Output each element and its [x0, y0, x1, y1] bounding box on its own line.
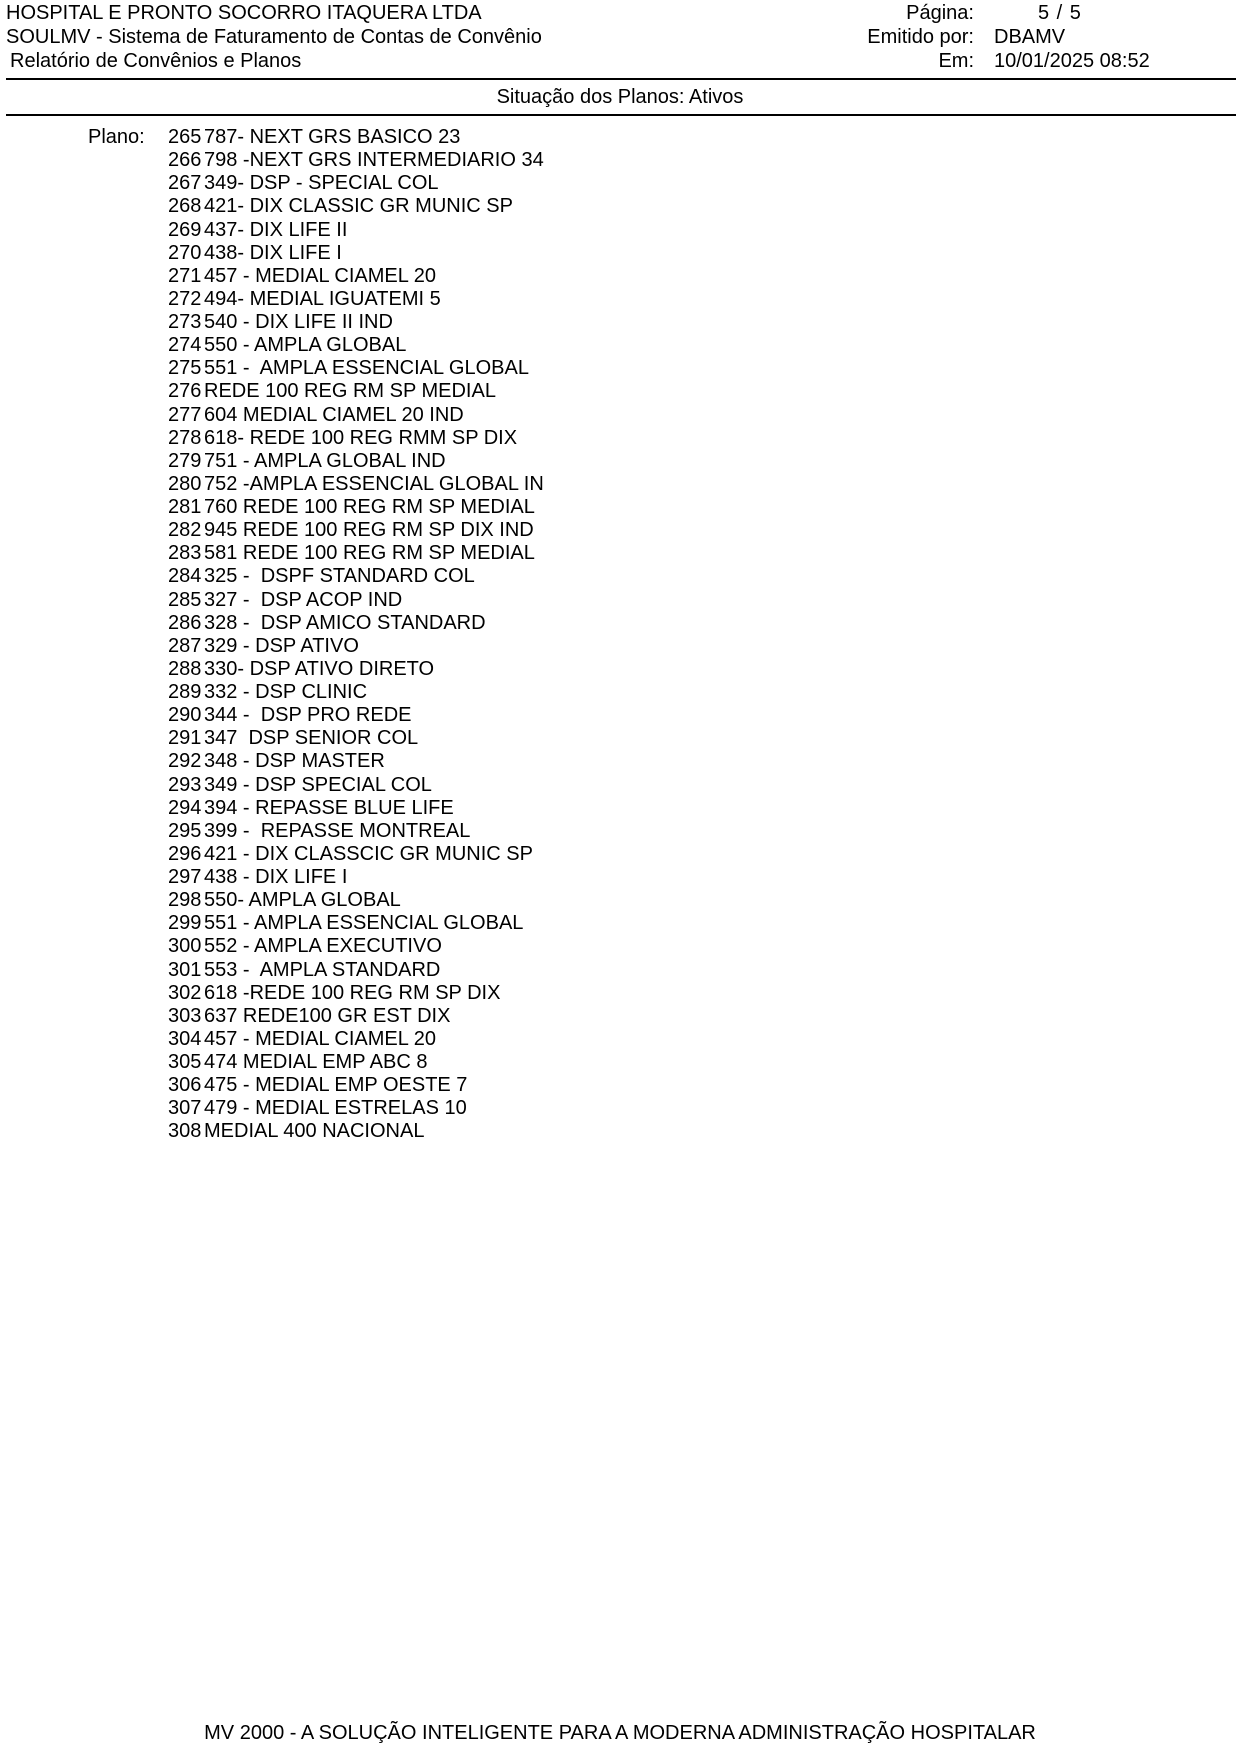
- report-title: Relatório de Convênios e Planos: [10, 50, 302, 72]
- plan-number: 279: [168, 449, 202, 472]
- plan-name: 494- MEDIAL IGUATEMI 5: [204, 287, 441, 310]
- plan-number: 285: [168, 588, 202, 611]
- plan-name: 752 -AMPLA ESSENCIAL GLOBAL IN: [204, 472, 544, 495]
- plan-item: [168, 172, 544, 195]
- plan-number: 295: [168, 819, 202, 842]
- plan-number: 272: [168, 287, 202, 310]
- plan-number: 301: [168, 958, 202, 981]
- plan-number: 293: [168, 773, 202, 796]
- plan-item: [168, 380, 544, 403]
- plan-name: 552 - AMPLA EXECUTIVO: [204, 935, 442, 958]
- plan-name: 332 - DSP CLINIC: [204, 681, 368, 703]
- plan-name: 399 - REPASSE MONTREAL: [204, 819, 471, 842]
- plan-item: [168, 496, 544, 519]
- plan-name: 474 MEDIAL EMP ABC 8: [204, 1051, 428, 1073]
- date-value: 10/01/2025 08:52: [994, 50, 1150, 72]
- plan-number: 291: [168, 727, 202, 750]
- plan-number: 265: [168, 126, 202, 148]
- plan-name: 325 - DSPF STANDARD COL: [204, 565, 475, 588]
- plan-number: 273: [168, 311, 202, 333]
- page-row: [850, 2, 1160, 26]
- plan-name: 327 - DSP ACOP IND: [204, 588, 403, 611]
- plan-list: [168, 126, 544, 1144]
- plan-item: [168, 774, 544, 797]
- plan-item: [168, 195, 544, 218]
- plan-number: 286: [168, 611, 202, 634]
- report-header-right: [850, 2, 1160, 74]
- plan-number: 289: [168, 681, 202, 703]
- plan-name: 581 REDE 100 REG RM SP MEDIAL: [204, 542, 535, 565]
- plan-number: 304: [168, 1027, 202, 1050]
- plan-name: 457 - MEDIAL CIAMEL 20: [204, 1027, 436, 1050]
- plan-number: 267: [168, 172, 202, 195]
- plan-item: [168, 565, 544, 588]
- plan-item: [168, 265, 544, 288]
- plan-name: 618 -REDE 100 REG RM SP DIX: [204, 981, 501, 1004]
- plan-number: 299: [168, 912, 202, 935]
- header-divider-top: [6, 78, 1236, 80]
- plan-item: [168, 519, 544, 542]
- plan-number: 274: [168, 334, 202, 357]
- plan-number: 300: [168, 935, 202, 958]
- plan-number: 281: [168, 496, 202, 518]
- plano-label: Plano:: [88, 126, 145, 148]
- plan-item: [168, 311, 544, 334]
- plan-item: [168, 935, 544, 958]
- plan-item: [168, 542, 544, 565]
- plan-item: [168, 843, 544, 866]
- plan-name: 760 REDE 100 REG RM SP MEDIAL: [204, 496, 535, 518]
- issued-by-label: Emitido por:: [867, 26, 974, 48]
- plan-item: [168, 242, 544, 265]
- plan-item: [168, 450, 544, 473]
- plan-name: MEDIAL 400 NACIONAL: [204, 1120, 425, 1143]
- plan-item: [168, 635, 544, 658]
- plan-name: 328 - DSP AMICO STANDARD: [204, 611, 486, 634]
- plan-name: 347 DSP SENIOR COL: [204, 727, 419, 750]
- date-row: [850, 50, 1160, 74]
- plan-name: 330- DSP ATIVO DIRETO: [204, 657, 435, 680]
- plan-name: 751 - AMPLA GLOBAL IND: [204, 449, 446, 472]
- plan-name: 553 - AMPLA STANDARD: [204, 958, 441, 981]
- plan-name: 540 - DIX LIFE II IND: [204, 311, 393, 333]
- plan-name: 604 MEDIAL CIAMEL 20 IND: [204, 403, 464, 426]
- plan-name: 437- DIX LIFE II: [204, 218, 348, 241]
- plan-item: [168, 334, 544, 357]
- plan-name: 329 - DSP ATIVO: [204, 634, 359, 657]
- plan-number: 308: [168, 1120, 202, 1143]
- plan-number: 290: [168, 704, 202, 727]
- plan-name: 438 - DIX LIFE I: [204, 866, 348, 888]
- plan-number: 280: [168, 472, 202, 495]
- date-label: Em:: [938, 50, 974, 72]
- plan-number: 294: [168, 796, 202, 819]
- plan-number: 277: [168, 403, 202, 426]
- plan-name: 479 - MEDIAL ESTRELAS 10: [204, 1097, 467, 1120]
- plan-item: [168, 820, 544, 843]
- plan-name: 421 - DIX CLASSCIC GR MUNIC SP: [204, 842, 533, 865]
- plan-number: 296: [168, 842, 202, 865]
- hospital-name: HOSPITAL E PRONTO SOCORRO ITAQUERA LTDA: [6, 2, 482, 24]
- plan-name: 787- NEXT GRS BASICO 23: [204, 126, 461, 148]
- plan-item: [168, 612, 544, 635]
- section-title: Situação dos Planos: Ativos: [496, 86, 744, 108]
- plan-item: [168, 1097, 544, 1120]
- plan-item: [168, 1005, 544, 1028]
- plan-item: [168, 149, 544, 172]
- page-label: Página:: [906, 2, 974, 24]
- plan-item: [168, 357, 544, 380]
- plan-number: 303: [168, 1004, 202, 1027]
- plan-number: 283: [168, 542, 202, 565]
- plan-number: 266: [168, 149, 202, 172]
- system-name: SOULMV - Sistema de Faturamento de Contas de Convênio: [6, 26, 542, 48]
- plan-name: 550 - AMPLA GLOBAL: [204, 334, 407, 357]
- page-number: 5 / 5: [1038, 2, 1082, 24]
- plan-item: [168, 704, 544, 727]
- plan-name: REDE 100 REG RM SP MEDIAL: [204, 380, 496, 403]
- plan-number: 270: [168, 241, 202, 264]
- plan-name: 551 - AMPLA ESSENCIAL GLOBAL: [204, 357, 529, 380]
- plan-number: 306: [168, 1074, 202, 1097]
- plan-name: 348 - DSP MASTER: [204, 750, 385, 773]
- plan-item: [168, 589, 544, 612]
- plan-item: [168, 982, 544, 1005]
- plan-item: [168, 473, 544, 496]
- plan-item: [168, 912, 544, 935]
- plan-number: 268: [168, 195, 202, 218]
- plan-name: 349 - DSP SPECIAL COL: [204, 773, 432, 796]
- issued-by-row: [850, 26, 1160, 50]
- plan-number: 278: [168, 426, 202, 449]
- plan-name: 349- DSP - SPECIAL COL: [204, 172, 439, 195]
- plan-name: 618- REDE 100 REG RMM SP DIX: [204, 426, 518, 449]
- plan-number: 269: [168, 218, 202, 241]
- plan-number: 271: [168, 264, 202, 287]
- plan-name: 344 - DSP PRO REDE: [204, 704, 412, 727]
- plan-number: 288: [168, 657, 202, 680]
- plan-item: [168, 727, 544, 750]
- plan-name: 798 -NEXT GRS INTERMEDIARIO 34: [204, 149, 544, 172]
- plan-number: 297: [168, 866, 202, 888]
- plan-number: 276: [168, 380, 202, 403]
- plan-number: 307: [168, 1097, 202, 1120]
- plan-item: [168, 959, 544, 982]
- plan-item: [168, 404, 544, 427]
- plan-name: 945 REDE 100 REG RM SP DIX IND: [204, 519, 534, 542]
- plan-number: 287: [168, 634, 202, 657]
- plan-number: 275: [168, 357, 202, 380]
- page-footer: MV 2000 - A SOLUÇÃO INTELIGENTE PARA A MODERNA ADMINISTRAÇÃO HOSPITALAR: [204, 1722, 1036, 1744]
- plan-name: 475 - MEDIAL EMP OESTE 7: [204, 1074, 468, 1097]
- plan-item: [168, 1074, 544, 1097]
- plan-item: [168, 658, 544, 681]
- plan-item: [168, 866, 544, 889]
- plan-number: 298: [168, 889, 202, 912]
- plan-item: [168, 288, 544, 311]
- plan-name: 394 - REPASSE BLUE LIFE: [204, 796, 454, 819]
- plan-item: [168, 1028, 544, 1051]
- plan-item: [168, 889, 544, 912]
- plan-item: [168, 750, 544, 773]
- report-header-left: [6, 2, 542, 74]
- plan-number: 292: [168, 750, 202, 773]
- plan-number: 302: [168, 981, 202, 1004]
- plan-name: 421- DIX CLASSIC GR MUNIC SP: [204, 195, 513, 218]
- plan-name: 457 - MEDIAL CIAMEL 20: [204, 264, 436, 287]
- plan-name: 551 - AMPLA ESSENCIAL GLOBAL: [204, 912, 524, 935]
- plan-item: [168, 126, 544, 149]
- plan-item: [168, 219, 544, 242]
- plan-number: 282: [168, 519, 202, 542]
- plan-number: 305: [168, 1051, 202, 1073]
- header-divider-bottom: [6, 114, 1236, 116]
- plan-number: 284: [168, 565, 202, 588]
- plan-item: [168, 1120, 544, 1143]
- plan-item: [168, 1051, 544, 1074]
- plan-item: [168, 427, 544, 450]
- plan-name: 550- AMPLA GLOBAL: [204, 889, 401, 912]
- plan-item: [168, 681, 544, 704]
- plan-item: [168, 797, 544, 820]
- plan-name: 438- DIX LIFE I: [204, 241, 342, 264]
- issued-by-value: DBAMV: [994, 26, 1066, 48]
- plan-name: 637 REDE100 GR EST DIX: [204, 1004, 451, 1027]
